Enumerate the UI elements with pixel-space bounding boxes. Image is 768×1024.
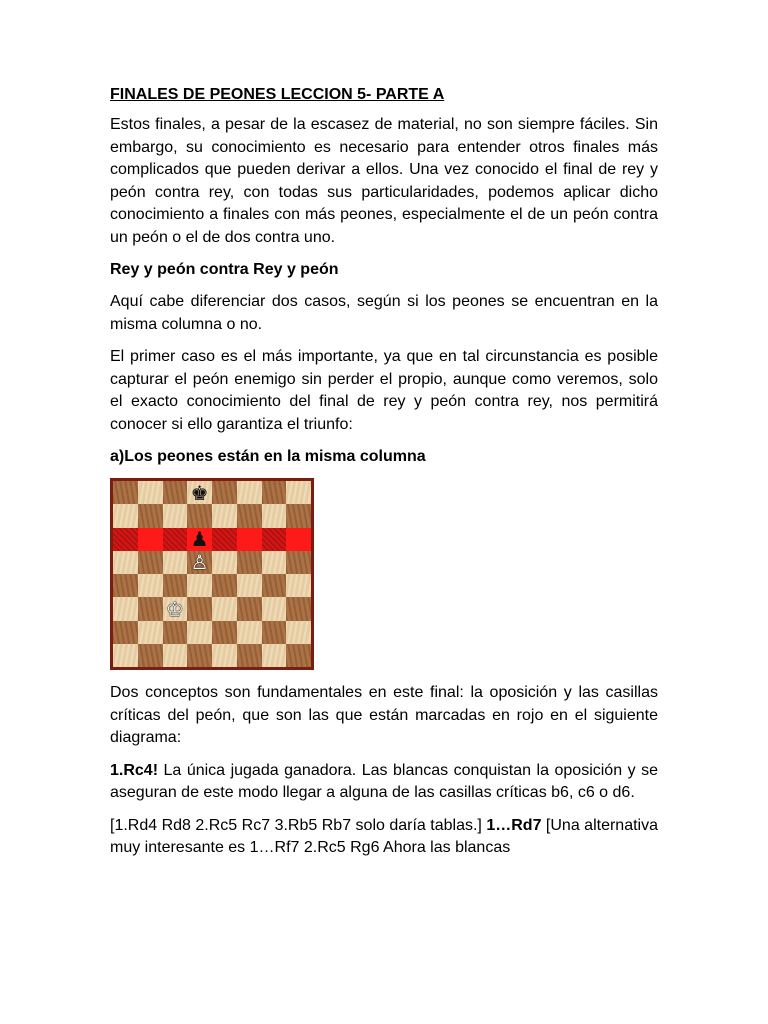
square-c8 — [163, 481, 188, 504]
square-c3 — [163, 597, 188, 620]
square-h1 — [286, 644, 311, 667]
square-b1 — [138, 644, 163, 667]
square-g1 — [262, 644, 287, 667]
square-d6 — [187, 528, 212, 551]
square-a1 — [113, 644, 138, 667]
variation-commentary: [Una alternativa muy interesante es 1…Rf7 2.Rc5 Rg6 Ahora las blancas — [110, 816, 659, 856]
square-c7 — [163, 504, 188, 527]
square-g4 — [262, 574, 287, 597]
square-g5 — [262, 551, 287, 574]
square-b3 — [138, 597, 163, 620]
square-f5 — [237, 551, 262, 574]
square-c5 — [163, 551, 188, 574]
square-d2 — [187, 621, 212, 644]
variation-move: 1…Rd7 — [486, 816, 542, 834]
square-d4 — [187, 574, 212, 597]
cases-paragraph: Aquí cabe diferenciar dos casos, según si los peones se encuentran en la misma columna o no. — [110, 293, 658, 333]
square-a5 — [113, 551, 138, 574]
chess-board — [113, 481, 311, 667]
white-pawn-icon: ♙ — [190, 550, 209, 575]
chess-diagram — [110, 478, 314, 670]
document-title: FINALES DE PEONES LECCION 5- PARTE A — [110, 86, 445, 103]
square-b6 — [138, 528, 163, 551]
square-f1 — [237, 644, 262, 667]
square-b7 — [138, 504, 163, 527]
square-e5 — [212, 551, 237, 574]
square-g7 — [262, 504, 287, 527]
square-c2 — [163, 621, 188, 644]
square-e4 — [212, 574, 237, 597]
variation-paragraph — [110, 815, 658, 860]
square-f3 — [237, 597, 262, 620]
square-c6 — [163, 528, 188, 551]
intro-paragraph: Estos finales, a pesar de la escasez de material, no son siempre fáciles. Sin embargo, su conocimiento es necesario para entender otros finales más complicados que pueden derivar a ellos. Una vez conocido el final de rey y peón contra rey, con todas sus particularidades, podemos aplicar dicho conocimiento a finales con más peones, especialmente el de un peón contra un peón o el de dos contra uno. — [110, 116, 658, 246]
square-e2 — [212, 621, 237, 644]
square-a4 — [113, 574, 138, 597]
square-a7 — [113, 504, 138, 527]
square-b2 — [138, 621, 163, 644]
square-c4 — [163, 574, 188, 597]
square-h7 — [286, 504, 311, 527]
concepts-paragraph: Dos conceptos son fundamentales en este final: la oposición y las casillas críticas del peón, que son las que están marcadas en rojo en el siguiente diagrama: — [110, 684, 658, 746]
square-f7 — [237, 504, 262, 527]
square-d7 — [187, 504, 212, 527]
section-heading: Rey y peón contra Rey y peón — [110, 261, 339, 278]
square-a3 — [113, 597, 138, 620]
square-f8 — [237, 481, 262, 504]
document-page — [110, 84, 658, 860]
square-d5 — [187, 551, 212, 574]
square-f2 — [237, 621, 262, 644]
square-f6 — [237, 528, 262, 551]
square-d8 — [187, 481, 212, 504]
square-h2 — [286, 621, 311, 644]
square-b5 — [138, 551, 163, 574]
move1-paragraph — [110, 760, 658, 805]
square-e1 — [212, 644, 237, 667]
square-g3 — [262, 597, 287, 620]
subsection-heading: a)Los peones están en la misma columna — [110, 448, 426, 465]
square-g6 — [262, 528, 287, 551]
square-h5 — [286, 551, 311, 574]
square-e7 — [212, 504, 237, 527]
move1-notation: 1.Rc4! — [110, 761, 159, 779]
square-a2 — [113, 621, 138, 644]
square-e8 — [212, 481, 237, 504]
square-g8 — [262, 481, 287, 504]
square-d3 — [187, 597, 212, 620]
square-a8 — [113, 481, 138, 504]
square-g2 — [262, 621, 287, 644]
square-e3 — [212, 597, 237, 620]
square-f4 — [237, 574, 262, 597]
square-d1 — [187, 644, 212, 667]
square-b8 — [138, 481, 163, 504]
square-b4 — [138, 574, 163, 597]
white-king-icon: ♔ — [165, 596, 184, 621]
square-a6 — [113, 528, 138, 551]
square-h4 — [286, 574, 311, 597]
black-king-icon: ♚ — [190, 480, 209, 505]
black-pawn-icon: ♟ — [190, 527, 209, 552]
square-c1 — [163, 644, 188, 667]
move1-commentary: La única jugada ganadora. Las blancas conquistan la oposición y se aseguran de este modo llegar a alguna de las casillas críticas b6, c6 o d6. — [110, 761, 658, 801]
variation-bracket: [1.Rd4 Rd8 2.Rc5 Rc7 3.Rb5 Rb7 solo daría tablas.] — [110, 816, 487, 834]
square-h6 — [286, 528, 311, 551]
square-e6 — [212, 528, 237, 551]
square-h8 — [286, 481, 311, 504]
first-case-paragraph: El primer caso es el más importante, ya que en tal circunstancia es posible capturar el peón enemigo sin perder el propio, aunque como veremos, solo el exacto conocimiento del final de rey y peón contra rey, nos permitirá conocer si ello garantiza el triunfo: — [110, 348, 658, 433]
square-h3 — [286, 597, 311, 620]
